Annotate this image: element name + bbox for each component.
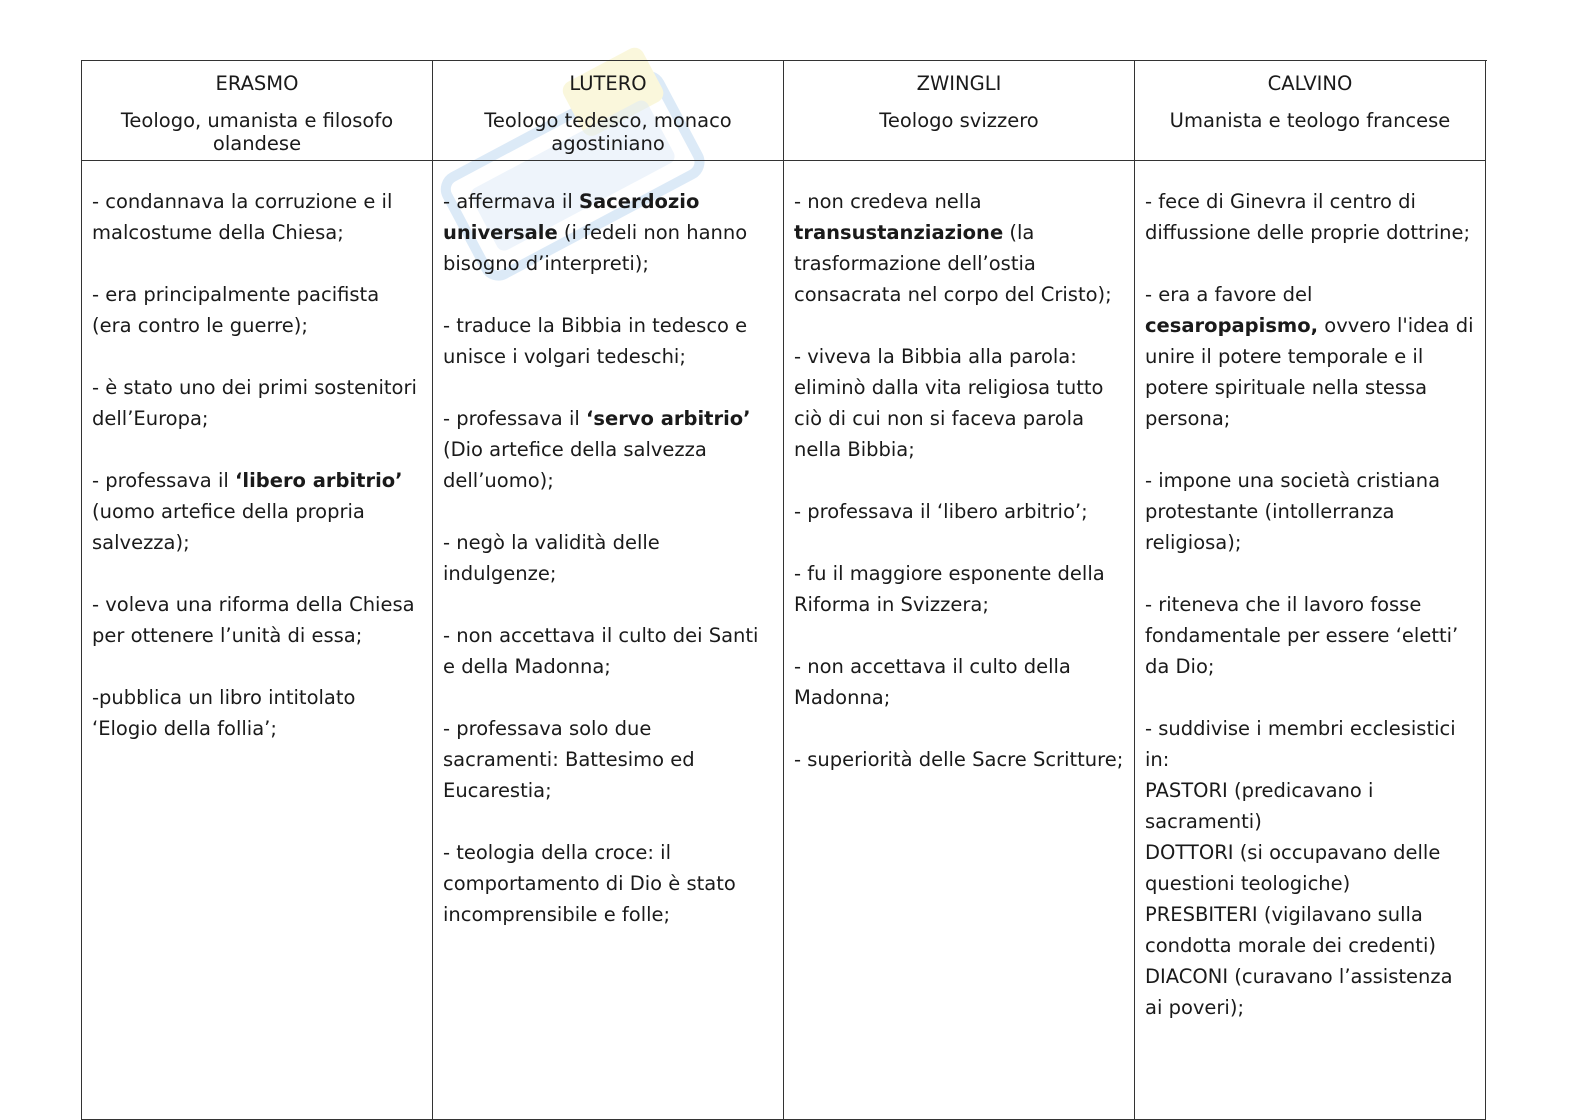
list-item [443, 310, 773, 372]
item-text: - professava il ‘libero arbitrio’; [794, 500, 1088, 523]
list-item [443, 403, 773, 496]
list-item [92, 279, 422, 341]
bold-term: ‘servo arbitrio’ [585, 407, 751, 430]
list-item [1145, 837, 1475, 899]
column-description: Teologo svizzero [879, 109, 1039, 132]
column-title: ZWINGLI [916, 72, 1002, 95]
list-item [443, 186, 773, 279]
item-text: - non accettava il culto dei Santi e della Madonna; [443, 624, 759, 678]
item-text: - negò la validità delle indulgenze; [443, 531, 660, 585]
item-text: - impone una società cristiana protestante (intollerranza religiosa); [1145, 469, 1441, 554]
item-text: - suddivise i membri ecclesistici in: [1145, 717, 1456, 771]
item-text: - condannava la corruzione e il malcostume della Chiesa; [92, 190, 393, 244]
item-text: - era a favore del [1145, 283, 1313, 306]
column-title: LUTERO [569, 72, 647, 95]
item-text: ovvero l'idea di unire il potere temporale e il potere spirituale nella stessa persona; [1145, 314, 1474, 430]
item-text: - fu il maggiore esponente della Riforma in Svizzera; [794, 562, 1105, 616]
item-text: - non accettava il culto della Madonna; [794, 655, 1071, 709]
list-item [1145, 589, 1475, 682]
list-item [443, 837, 773, 930]
column-description: Teologo, umanista e filosofo olandese [120, 109, 394, 155]
column-title: ERASMO [215, 72, 299, 95]
bold-term: cesaropapismo, [1145, 314, 1319, 337]
item-text: PASTORI (predicavano i sacramenti) [1145, 779, 1374, 833]
item-text: - traduce la Bibbia in tedesco e unisce i volgari tedeschi; [443, 314, 748, 368]
item-text: - professava il [92, 469, 235, 492]
item-text: (i fedeli non hanno bisogno d’interpreti); [443, 221, 748, 275]
list-item [1145, 899, 1475, 961]
item-text: (uomo artefice della propria salvezza); [92, 500, 365, 554]
list-item [794, 744, 1124, 775]
item-text: - riteneva che il lavoro fosse fondamentale per essere ‘eletti’ da Dio; [1145, 593, 1459, 678]
list-item [794, 558, 1124, 620]
item-text: (la trasformazione dell’ostia consacrata nel corpo del Cristo); [794, 221, 1112, 306]
list-item [1145, 961, 1475, 1023]
body-calvino [1135, 161, 1486, 1120]
item-text: DIACONI (curavano l’assistenza ai poveri); [1145, 965, 1453, 1019]
list-item [443, 713, 773, 806]
list-item [443, 527, 773, 589]
list-item [794, 651, 1124, 713]
list-item [1145, 713, 1475, 775]
item-text: PRESBITERI (vigilavano sulla condotta morale dei credenti) [1145, 903, 1436, 957]
comparison-table [81, 60, 1487, 1120]
list-item [1145, 775, 1475, 837]
item-text: - era principalmente pacifista (era contro le guerre); [92, 283, 380, 337]
header-erasmo [82, 61, 433, 161]
item-text: - è stato uno dei primi sostenitori dell’Europa; [92, 376, 417, 430]
item-text: - affermava il [443, 190, 579, 213]
item-text: - superiorità delle Sacre Scritture; [794, 748, 1124, 771]
body-zwingli [784, 161, 1135, 1120]
list-item [1145, 279, 1475, 434]
list-item [92, 186, 422, 248]
list-item [794, 341, 1124, 465]
item-text: - non credeva nella [794, 190, 982, 213]
item-text: - voleva una riforma della Chiesa per ottenere l’unità di essa; [92, 593, 415, 647]
header-lutero [433, 61, 784, 161]
list-item [92, 589, 422, 651]
column-description: Teologo tedesco, monaco agostiniano [484, 109, 732, 155]
list-item [794, 496, 1124, 527]
item-text: - teologia della croce: il comportamento di Dio è stato incomprensibile e folle; [443, 841, 736, 926]
item-text: (Dio artefice della salvezza dell’uomo); [443, 438, 707, 492]
column-description: Umanista e teologo francese [1169, 109, 1451, 132]
header-calvino [1135, 61, 1486, 161]
list-item [1145, 465, 1475, 558]
item-text: - professava solo due sacramenti: Battesimo ed Eucarestia; [443, 717, 695, 802]
list-item [92, 465, 422, 558]
item-text: DOTTORI (si occupavano delle questioni teologiche) [1145, 841, 1441, 895]
item-text: - fece di Ginevra il centro di diffussione delle proprie dottrine; [1145, 190, 1471, 244]
item-text: -pubblica un libro intitolato ‘Elogio della follia’; [92, 686, 356, 740]
item-text: - professava il [443, 407, 586, 430]
list-item [794, 186, 1124, 310]
column-title: CALVINO [1267, 72, 1353, 95]
list-item [1145, 186, 1475, 248]
list-item [92, 372, 422, 434]
list-item [92, 682, 422, 744]
bold-term: ‘libero arbitrio’ [234, 469, 403, 492]
item-text: - viveva la Bibbia alla parola: eliminò dalla vita religiosa tutto ciò di cui non si faceva parola nella Bibbia; [794, 345, 1104, 461]
body-lutero [433, 161, 784, 1120]
body-erasmo [82, 161, 433, 1120]
list-item [443, 620, 773, 682]
bold-term: transustanziazione [794, 221, 1004, 244]
bold-term: Sacerdozio universale [443, 190, 700, 244]
header-zwingli [784, 61, 1135, 161]
